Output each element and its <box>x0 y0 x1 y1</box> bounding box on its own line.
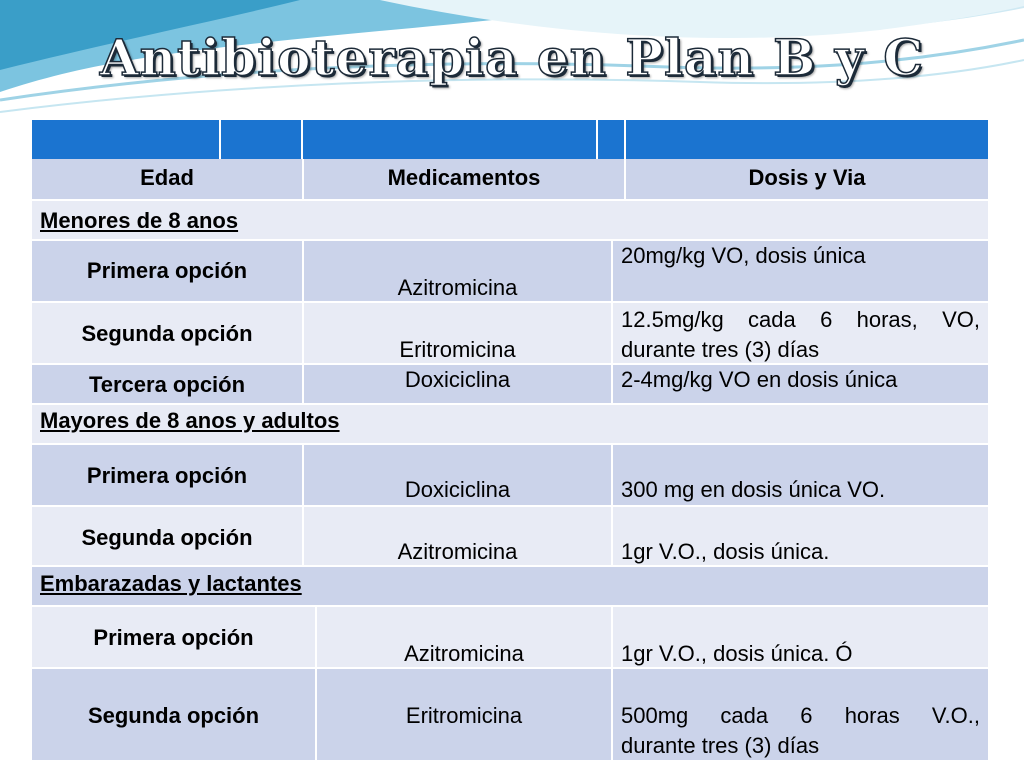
drug-cell: Azitromicina <box>317 607 611 667</box>
option-label: Primera opción <box>32 607 315 667</box>
option-label: Segunda opción <box>32 507 302 565</box>
drug-cell: Eritromicina <box>304 303 611 363</box>
dose-cell: 1gr V.O., dosis única. Ó <box>613 607 988 667</box>
dose-cell <box>613 669 988 760</box>
header-dividers <box>32 120 988 159</box>
slide-title: Antibioterapia en Plan B y C <box>99 28 925 87</box>
dose-cell: 2-4mg/kg VO en dosis única <box>613 365 988 403</box>
dose-line: durante tres (3) días <box>621 733 820 758</box>
drug-cell: Doxiciclina <box>304 365 611 403</box>
drug-cell: Doxiciclina <box>304 445 611 505</box>
dose-line: 500mg cada 6 horas V.O., <box>621 703 980 728</box>
dose-line: durante tres (3) días <box>621 337 820 362</box>
option-label: Segunda opción <box>32 669 315 760</box>
option-label: Segunda opción <box>32 303 302 363</box>
column-header-age: Edad <box>32 159 302 199</box>
group-label: Embarazadas y lactantes <box>32 567 988 605</box>
option-label: Primera opción <box>32 445 302 505</box>
drug-cell: Azitromicina <box>304 241 611 301</box>
group-label: Menores de 8 anos <box>32 201 988 239</box>
dose-line: 12.5mg/kg cada 6 horas, VO, <box>621 307 980 332</box>
drug-cell: Azitromicina <box>304 507 611 565</box>
group-label: Mayores de 8 anos y adultos <box>32 405 988 443</box>
option-label: Primera opción <box>32 241 302 301</box>
dose-cell: 1gr V.O., dosis única. <box>613 507 988 565</box>
column-header-drug: Medicamentos <box>304 159 624 199</box>
column-header-dose: Dosis y Via <box>626 159 988 199</box>
dose-cell <box>613 303 988 363</box>
dose-cell: 300 mg en dosis única VO. <box>613 445 988 505</box>
drug-cell: Eritromicina <box>317 669 611 760</box>
option-label: Tercera opción <box>32 365 302 403</box>
dose-cell: 20mg/kg VO, dosis única <box>613 241 988 301</box>
